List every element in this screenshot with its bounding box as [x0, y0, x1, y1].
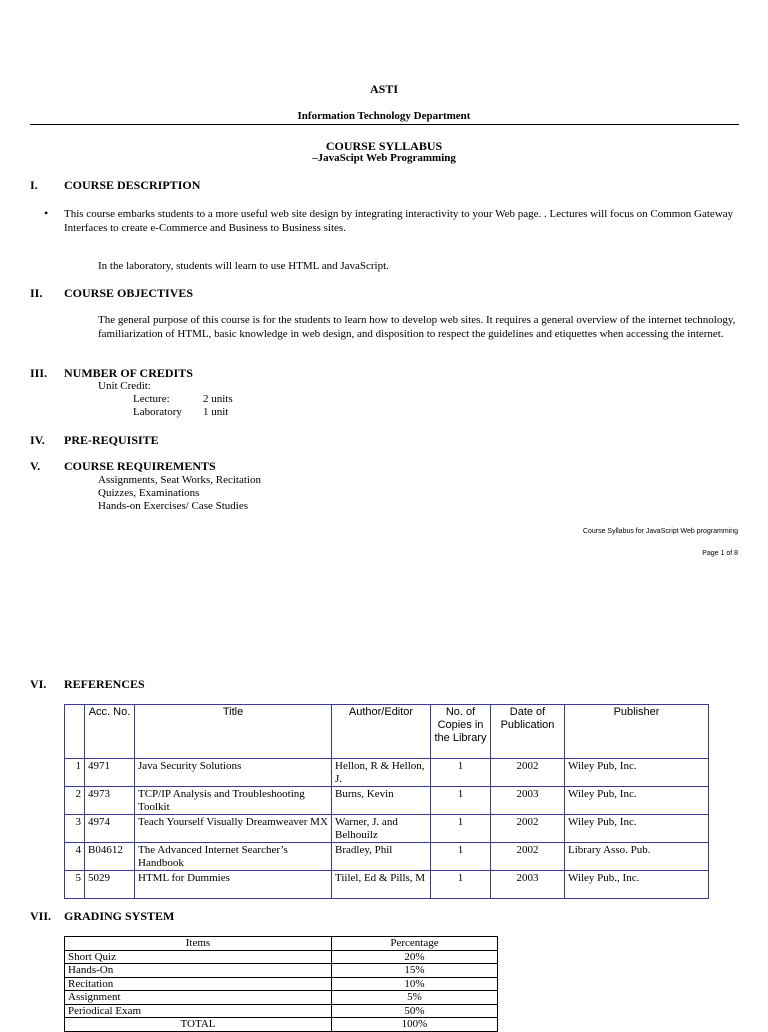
section-title: NUMBER OF CREDITS — [64, 366, 193, 380]
column-header: Title — [135, 705, 332, 759]
lecture-value: 2 units — [203, 393, 233, 405]
section-title: GRADING SYSTEM — [64, 909, 175, 923]
laboratory-value: 1 unit — [203, 406, 229, 418]
section-title: COURSE DESCRIPTION — [64, 178, 201, 192]
grading-percentage: 10% — [332, 977, 498, 991]
bullet-icon: • — [44, 206, 49, 220]
title-cell: Java Security Solutions — [135, 759, 332, 787]
table-row — [65, 964, 498, 978]
grading-percentage: 5% — [332, 991, 498, 1005]
course-title: –JavaScipt Web Programming — [312, 152, 456, 164]
objectives-text: The general purpose of this course is for the students to learn how to develop web sites. It requires a general overview of the internet technology, familiarization of HTML, basic knowledge in web design, and disposition to respect the guidelines and etiquettes when accessing the internet. — [98, 314, 736, 340]
publisher-cell: Wiley Pub, Inc. — [565, 759, 709, 787]
date-cell: 2003 — [491, 787, 565, 815]
section-number: II. — [30, 286, 43, 300]
grading-percentage: 50% — [332, 1004, 498, 1018]
grading-percentage: 100% — [332, 1018, 498, 1032]
column-header: Acc. No. — [85, 705, 135, 759]
author-cell: Hellon, R & Hellon, J. — [332, 759, 431, 787]
table-row — [65, 871, 709, 899]
table-row — [65, 843, 709, 871]
grading-item: Hands-On — [65, 964, 332, 978]
requirement-item: Hands-on Exercises/ Case Studies — [98, 500, 248, 512]
references-table — [64, 704, 709, 899]
grading-header-row — [65, 937, 498, 951]
publisher-cell: Library Asso. Pub. — [565, 843, 709, 871]
copies-cell: 1 — [431, 787, 491, 815]
footer-title: Course Syllabus for JavaScript Web programming — [582, 528, 738, 535]
laboratory-label: Laboratory — [133, 406, 182, 418]
table-row — [65, 1004, 498, 1018]
copies-cell: 1 — [431, 815, 491, 843]
column-header: No. of Copies in the Library — [431, 705, 491, 759]
lecture-label: Lecture: — [133, 393, 170, 405]
column-header — [65, 705, 85, 759]
row-number: 2 — [65, 787, 85, 815]
section-title: PRE-REQUISITE — [64, 433, 159, 447]
table-row — [65, 787, 709, 815]
title-cell: HTML for Dummies — [135, 871, 332, 899]
description-bullet: This course embarks students to a more useful web site design by integrating interactivity to your Web page. . Lectures will focus on Common Gateway Interfaces to create e-Commerce and Business to Business sites. — [64, 208, 734, 234]
section-number: VII. — [30, 909, 52, 923]
grading-item: TOTAL — [65, 1018, 332, 1032]
grading-item: Recitation — [65, 977, 332, 991]
publisher-cell: Wiley Pub, Inc. — [565, 815, 709, 843]
table-row — [65, 977, 498, 991]
department-name: Information Technology Department — [297, 110, 471, 122]
date-cell: 2002 — [491, 843, 565, 871]
section-number: III. — [30, 366, 48, 380]
grading-percentage: 15% — [332, 964, 498, 978]
table-row — [65, 759, 709, 787]
section-number: V. — [30, 459, 41, 473]
title-cell: Teach Yourself Visually Dreamweaver MX — [135, 815, 332, 843]
table-row — [65, 991, 498, 1005]
grading-percentage: 20% — [332, 950, 498, 964]
acc-no-cell: 4974 — [85, 815, 135, 843]
requirement-item: Quizzes, Examinations — [98, 487, 200, 499]
publisher-cell: Wiley Pub, Inc. — [565, 787, 709, 815]
doc-type: COURSE SYLLABUS — [325, 139, 443, 153]
author-cell: Burns, Kevin — [332, 787, 431, 815]
section-number: VI. — [30, 677, 47, 691]
grading-item: Periodical Exam — [65, 1004, 332, 1018]
section-number: IV. — [30, 433, 45, 447]
column-header: Date of Publication — [491, 705, 565, 759]
acc-no-cell: 5029 — [85, 871, 135, 899]
title-cell: TCP/IP Analysis and Troubleshooting Toolkit — [135, 787, 332, 815]
publisher-cell: Wiley Pub., Inc. — [565, 871, 709, 899]
table-row — [65, 950, 498, 964]
section-title: REFERENCES — [64, 677, 145, 691]
date-cell: 2003 — [491, 871, 565, 899]
school-name: ASTI — [369, 82, 398, 96]
row-number: 5 — [65, 871, 85, 899]
section-title: COURSE OBJECTIVES — [64, 286, 194, 300]
unit-credit-label: Unit Credit: — [98, 380, 151, 392]
table-row — [65, 815, 709, 843]
author-cell: Bradley, Phil — [332, 843, 431, 871]
footer-page-number: Page 1 of 8 — [702, 550, 738, 557]
grading-item: Assignment — [65, 991, 332, 1005]
author-cell: Tiilel, Ed & Pills, M — [332, 871, 431, 899]
row-number: 4 — [65, 843, 85, 871]
date-cell: 2002 — [491, 759, 565, 787]
header-divider — [30, 124, 739, 125]
section-title: COURSE REQUIREMENTS — [64, 459, 216, 473]
acc-no-cell: B04612 — [85, 843, 135, 871]
column-header: Author/Editor — [332, 705, 431, 759]
copies-cell: 1 — [431, 871, 491, 899]
acc-no-cell: 4971 — [85, 759, 135, 787]
table-row — [65, 1018, 498, 1032]
column-header: Publisher — [565, 705, 709, 759]
date-cell: 2002 — [491, 815, 565, 843]
grading-item: Short Quiz — [65, 950, 332, 964]
grading-table — [64, 936, 498, 1032]
column-header: Items — [65, 937, 332, 951]
section-number: I. — [30, 178, 38, 192]
copies-cell: 1 — [431, 759, 491, 787]
description-lab: In the laboratory, students will learn to use HTML and JavaScript. — [98, 260, 389, 272]
references-header-row — [65, 705, 709, 759]
title-cell: The Advanced Internet Searcher’s Handbook — [135, 843, 332, 871]
column-header: Percentage — [332, 937, 498, 951]
row-number: 3 — [65, 815, 85, 843]
copies-cell: 1 — [431, 843, 491, 871]
author-cell: Warner, J. and Belhouilz — [332, 815, 431, 843]
requirement-item: Assignments, Seat Works, Recitation — [98, 474, 261, 486]
acc-no-cell: 4973 — [85, 787, 135, 815]
row-number: 1 — [65, 759, 85, 787]
